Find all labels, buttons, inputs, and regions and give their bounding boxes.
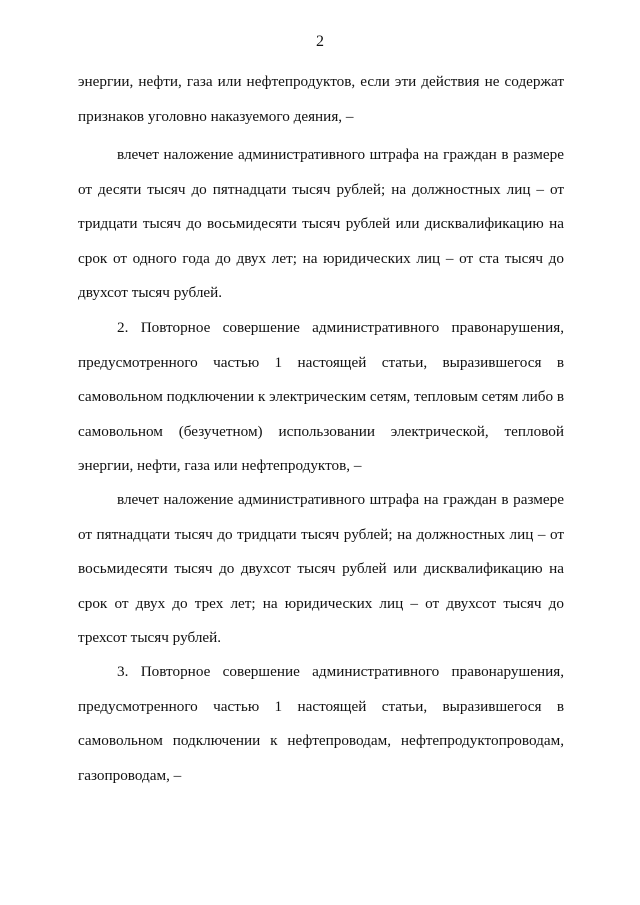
text-line: двухсот тысяч рублей. [78,284,223,301]
text-line: самовольном подключении к электрическим сетям, тепловым сетям либо в [78,388,565,405]
text-line: восьмидесяти тысяч до двухсот тысяч рублей или дисквалификацию на [78,560,564,577]
paragraph-part-2 [78,317,564,490]
text-line: влечет наложение административного штрафа на граждан в размере [117,491,564,508]
text-line: 3. Повторное совершение административного правонарушения, [117,663,564,680]
page-number: 2 [316,33,324,50]
text-line: от десяти тысяч до пятнадцати тысяч рублей; на должностных лиц – от [78,180,564,198]
text-line: предусмотренного частью 1 настоящей статьи, выразившегося в [78,353,564,371]
text-line: срок от одного года до двух лет; на юридических лиц – от ста тысяч до [78,249,564,267]
text-line: трехсот тысяч рублей. [78,629,222,646]
text-line: газопроводам, – [78,766,182,784]
text-line: от пятнадцати тысяч до тридцати тысяч рублей; на должностных лиц – от [78,525,564,543]
paragraph-penalty-1 [78,144,564,317]
text-line: срок от двух до трех лет; на юридических лиц – от двухсот тысяч до [78,594,564,612]
text-line: самовольном подключении к нефтепроводам, нефтепродуктопроводам, [78,732,564,749]
text-line: 2. Повторное совершение административного правонарушения, [117,319,564,336]
text-line: признаков уголовно наказуемого деяния, – [78,107,354,125]
text-line: влечет наложение административного штрафа на граждан в размере [117,146,564,163]
paragraph-part-3 [78,661,564,799]
text-line: энергии, нефти, газа или нефтепродуктов, если эти действия не содержат [78,73,564,90]
paragraph-continuation [78,71,564,140]
text-line: тридцати тысяч до восьмидесяти тысяч рублей или дисквалификацию на [78,215,564,232]
text-line: самовольном (безучетном) использовании электрической, тепловой [78,422,564,440]
paragraph-penalty-2 [78,489,564,662]
text-line: предусмотренного частью 1 настоящей статьи, выразившегося в [78,697,564,715]
text-line: энергии, нефти, газа или нефтепродуктов, – [78,457,362,474]
